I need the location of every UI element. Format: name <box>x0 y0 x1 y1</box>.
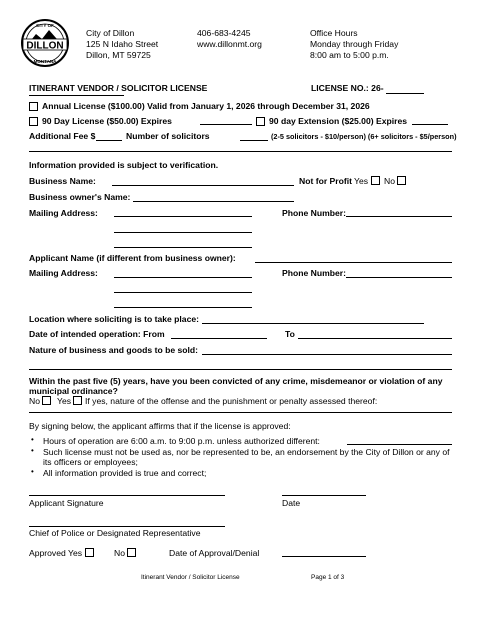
conviction-no-checkbox[interactable] <box>42 396 51 405</box>
bullet-dot: • <box>31 467 34 476</box>
nature-field-line2[interactable] <box>29 369 452 370</box>
chief-signature-field[interactable] <box>29 526 225 527</box>
affirm-bullet2-line1: Such license must not be used as, nor be represented to be, an endorsement by the City of Dillon or any of <box>43 447 450 457</box>
title-underline <box>29 95 124 96</box>
applicant-address-line2[interactable] <box>114 292 252 293</box>
applicant-signature-field[interactable] <box>29 495 225 496</box>
applicant-phone-label: Phone Number: <box>282 268 346 278</box>
signature-date-field[interactable] <box>282 495 366 496</box>
ninety-day-expires-field[interactable] <box>200 124 252 125</box>
business-name-label: Business Name: <box>29 176 96 186</box>
ninety-day-checkbox[interactable] <box>29 117 38 126</box>
verification-note: Information provided is subject to verification. <box>29 160 219 170</box>
office-hours-title: Office Hours <box>310 28 358 38</box>
conviction-yes-checkbox[interactable] <box>73 396 82 405</box>
ninety-day-label: 90 Day License ($50.00) Expires <box>42 116 172 126</box>
applicant-phone-field[interactable] <box>346 277 452 278</box>
mailing-address-line2[interactable] <box>114 232 252 233</box>
mailing-address-line3[interactable] <box>114 247 252 248</box>
owner-name-field[interactable] <box>133 201 294 202</box>
not-for-profit-yes-checkbox[interactable] <box>371 176 380 185</box>
date-to-field[interactable] <box>298 338 452 339</box>
annual-license-checkbox[interactable] <box>29 102 38 111</box>
affirm-intro: By signing below, the applicant affirms that if the license is approved: <box>29 421 291 431</box>
affirm-bullet2-line2: its officers or employees; <box>43 457 138 467</box>
conviction-yes-label: Yes <box>57 396 72 406</box>
conviction-detail-field[interactable] <box>29 412 452 413</box>
city-phone: 406-683-4245 <box>197 28 251 38</box>
extension-expires-field[interactable] <box>412 124 448 125</box>
footer-page-number: Page 1 of 3 <box>311 574 345 581</box>
license-no-label: LICENSE NO.: 26- <box>311 83 384 93</box>
city-website[interactable]: www.dillonmt.org <box>197 39 262 49</box>
footer-form-name: Itinerant Vendor / Solicitor License <box>141 574 240 581</box>
approval-date-field[interactable] <box>282 556 366 557</box>
city-name: City of Dillon <box>86 28 135 38</box>
form-title: ITINERANT VENDOR / SOLICITOR LICENSE <box>29 83 208 93</box>
location-label: Location where soliciting is to take place: <box>29 314 200 324</box>
section-divider <box>29 151 452 152</box>
office-hours-time: 8:00 am to 5:00 p.m. <box>310 50 389 60</box>
conviction-if-yes-label: If yes, nature of the offense and the punishment or penalty assessed thereof: <box>85 396 378 406</box>
logo-main-text: DILLON <box>26 40 64 52</box>
extension-checkbox[interactable] <box>256 117 265 126</box>
city-seal-logo <box>18 18 72 68</box>
logo-bottom-text: MONTANA <box>33 59 57 64</box>
applicant-name-label: Applicant Name (if different from business owner): <box>29 253 236 263</box>
phone-number-label: Phone Number: <box>282 208 346 218</box>
additional-fee-field[interactable] <box>96 140 122 141</box>
logo-top-text: CITY OF <box>36 23 54 28</box>
office-hours-days: Monday through Friday <box>310 39 399 49</box>
date-operation-label: Date of intended operation: From <box>29 329 165 339</box>
not-for-profit-yes-label: Yes <box>354 176 369 186</box>
not-for-profit-no-label: No <box>384 176 395 186</box>
date-to-label: To <box>285 329 295 339</box>
conviction-question-line1: Within the past five (5) years, have you been convicted of any crime, misdemeanor or violation of any <box>29 376 443 386</box>
nature-field-line1[interactable] <box>202 354 452 355</box>
affirm-bullet1: Hours of operation are 6:00 a.m. to 9:00 p.m. unless authorized different: <box>43 436 320 446</box>
city-state-zip: Dillon, MT 59725 <box>86 50 151 60</box>
street-address: 125 N Idaho Street <box>86 39 159 49</box>
applicant-name-field[interactable] <box>255 262 452 263</box>
mailing-address-label: Mailing Address: <box>29 208 98 218</box>
extension-label: 90 day Extension ($25.00) Expires <box>269 116 408 126</box>
approved-no-label: No <box>114 548 125 558</box>
location-field[interactable] <box>202 323 424 324</box>
solicitors-note: (2-5 solicitors - $10/person) (6+ solicitors - $5/person) <box>271 132 457 141</box>
applicant-address-line3[interactable] <box>114 307 252 308</box>
signature-date-label: Date <box>282 498 301 508</box>
owner-name-label: Business owner's Name: <box>29 192 131 202</box>
annual-license-label: Annual License ($100.00) Valid from January 1, 2026 through December 31, 2026 <box>42 101 370 111</box>
phone-number-field[interactable] <box>346 216 452 217</box>
date-from-field[interactable] <box>171 338 267 339</box>
not-for-profit-no-checkbox[interactable] <box>397 176 406 185</box>
business-name-field[interactable] <box>112 185 294 186</box>
additional-fee-label: Additional Fee $ <box>29 131 96 141</box>
nature-label: Nature of business and goods to be sold: <box>29 345 199 355</box>
chief-signature-label: Chief of Police or Designated Representative <box>29 528 201 538</box>
license-no-field[interactable] <box>386 93 424 94</box>
applicant-mailing-address-label: Mailing Address: <box>29 268 98 278</box>
applicant-address-line1[interactable] <box>114 277 252 278</box>
bullet-dot: • <box>31 435 34 444</box>
solicitors-count-field[interactable] <box>240 140 268 141</box>
approved-no-checkbox[interactable] <box>127 548 136 557</box>
applicant-signature-label: Applicant Signature <box>29 498 104 508</box>
approved-yes-checkbox[interactable] <box>85 548 94 557</box>
hours-authorized-field[interactable] <box>347 444 452 445</box>
conviction-no-label: No <box>29 396 40 406</box>
bullet-dot: • <box>31 446 34 455</box>
conviction-question-line2: municipal ordinance? <box>29 386 118 396</box>
approval-date-label: Date of Approval/Denial <box>169 548 260 558</box>
solicitors-label: Number of solicitors <box>126 131 210 141</box>
not-for-profit-label: Not for Profit <box>299 176 352 186</box>
approved-yes-label: Approved Yes <box>29 548 83 558</box>
mailing-address-line1[interactable] <box>114 216 252 217</box>
affirm-bullet3: All information provided is true and correct; <box>43 468 207 478</box>
